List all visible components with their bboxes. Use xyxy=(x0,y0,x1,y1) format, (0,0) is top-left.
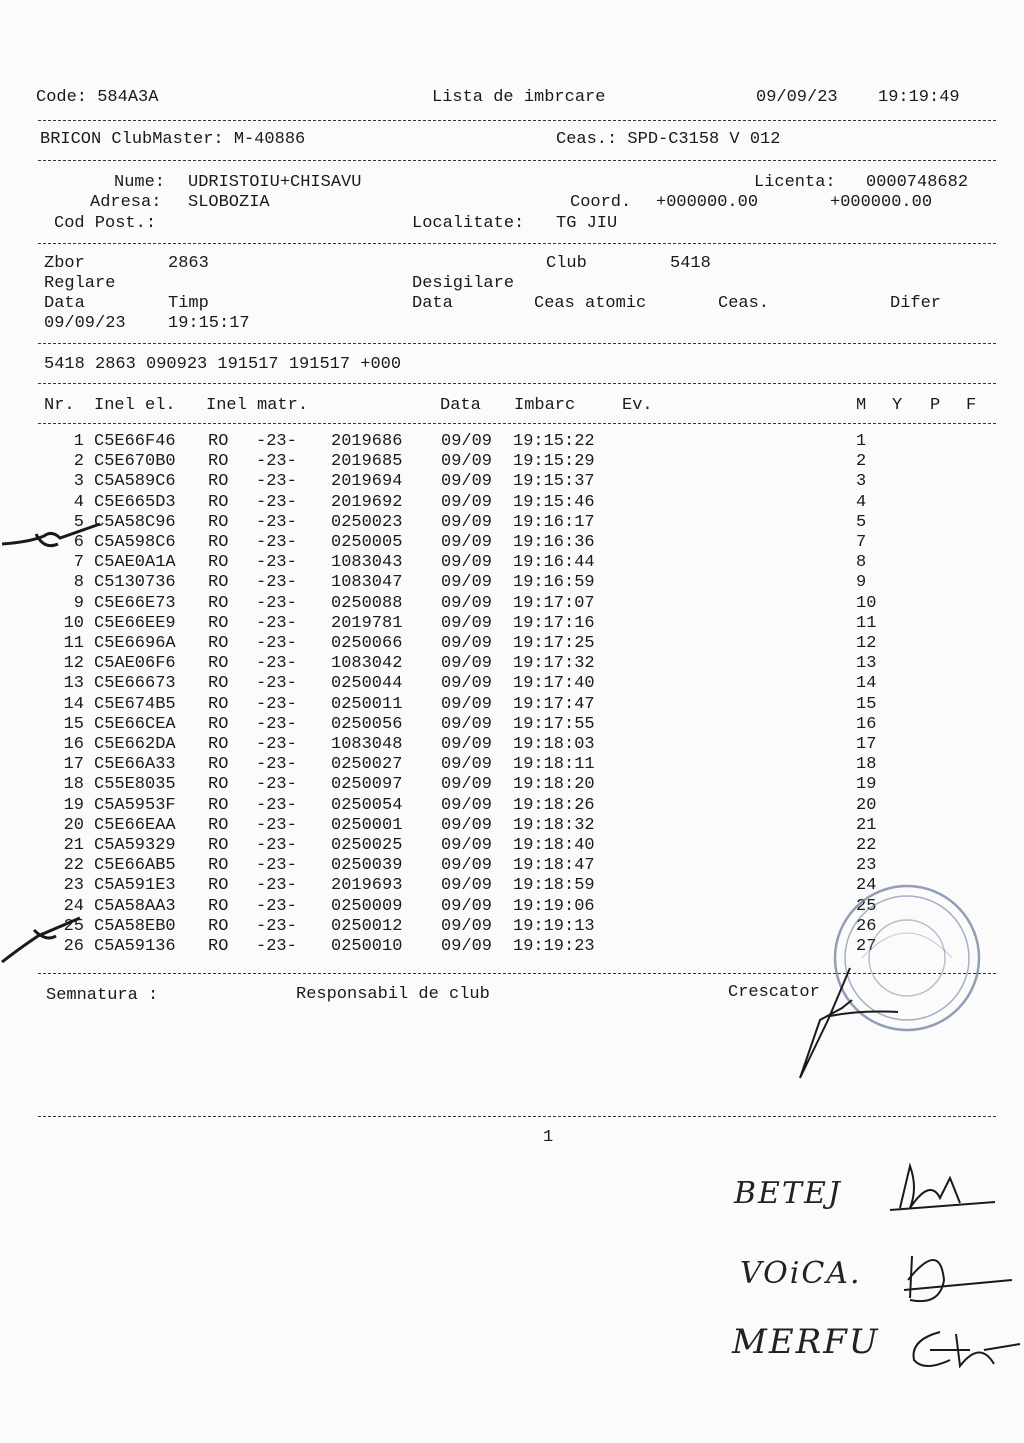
cell-nr: 11 xyxy=(63,634,84,653)
table-row xyxy=(0,452,1000,472)
cell-time: 19:18:47 xyxy=(513,856,595,876)
cell-date: 09/09 xyxy=(441,694,493,714)
postcode-label: Cod Post.: xyxy=(54,214,157,233)
cell-inel-el: C5E66F46 xyxy=(94,432,176,451)
cell-date: 09/09 xyxy=(441,674,493,694)
locality-label: Localitate: xyxy=(412,214,525,233)
reglare-label: Reglare xyxy=(44,274,116,293)
cell-nr: 20 xyxy=(63,815,84,835)
table-row xyxy=(0,634,1000,654)
cell-country: RO xyxy=(208,452,229,472)
cell-country: RO xyxy=(208,815,229,835)
cell-inel-el: C5E66673 xyxy=(94,674,176,694)
cell-country: RO xyxy=(208,755,229,775)
coord-label: Coord. xyxy=(570,193,632,212)
cell-inel-el: C5A58EB0 xyxy=(94,916,176,936)
cell-country: RO xyxy=(208,512,229,532)
cell-time: 19:15:29 xyxy=(513,452,595,472)
cell-year: -23- xyxy=(256,795,297,815)
license-label: Licenta: xyxy=(754,173,836,192)
handwritten-name-3: MERFU xyxy=(732,1322,880,1362)
cell-m: 9 xyxy=(856,573,867,593)
cell-time: 19:18:26 xyxy=(513,795,595,815)
cell-time: 19:17:47 xyxy=(513,694,595,714)
cell-m: 23 xyxy=(856,856,877,876)
cell-inel-matr: 0250044 xyxy=(331,674,403,694)
cell-date: 09/09 xyxy=(441,553,493,573)
cell-year: -23- xyxy=(256,674,297,694)
cell-m: 11 xyxy=(856,613,877,633)
cell-nr: 8 xyxy=(73,573,84,593)
table-row xyxy=(0,796,1000,816)
cell-date: 09/09 xyxy=(441,593,493,613)
cell-inel-matr: 0250054 xyxy=(331,795,403,815)
divider xyxy=(38,383,996,384)
cell-nr: 24 xyxy=(63,896,84,916)
cell-inel-el: C5A591E3 xyxy=(94,876,176,896)
cell-inel-el: C5AE0A1A xyxy=(94,553,176,573)
cell-date: 09/09 xyxy=(441,856,493,876)
cell-m: 1 xyxy=(856,432,867,451)
cell-inel-el: C5E665D3 xyxy=(94,492,176,512)
cell-time: 19:17:40 xyxy=(513,674,595,694)
clock-col-label: Ceas. xyxy=(718,294,770,313)
cell-country: RO xyxy=(208,432,229,451)
cell-inel-matr: 0250005 xyxy=(331,533,403,552)
cell-inel-matr: 0250001 xyxy=(331,815,403,835)
cell-inel-matr: 0250088 xyxy=(331,593,403,613)
cell-inel-matr: 2019694 xyxy=(331,472,403,492)
col-imbarc: Imbarc xyxy=(514,396,576,415)
cell-inel-el: C5A59136 xyxy=(94,937,176,956)
code-label: Code: 584A3A xyxy=(36,88,159,107)
cell-time: 19:18:40 xyxy=(513,836,595,855)
cell-year: -23- xyxy=(256,634,297,653)
cell-nr: 17 xyxy=(63,755,84,775)
table-row xyxy=(0,594,1000,614)
cell-nr: 18 xyxy=(63,775,84,795)
col-inel-matr: Inel matr. xyxy=(206,396,309,415)
table-row xyxy=(0,432,1000,452)
cell-nr: 5 xyxy=(73,512,84,532)
cell-year: -23- xyxy=(256,593,297,613)
cell-year: -23- xyxy=(256,613,297,633)
locality-value: TG JIU xyxy=(556,214,618,233)
cell-country: RO xyxy=(208,856,229,876)
cell-inel-el: C5A5953F xyxy=(94,795,176,815)
table-row xyxy=(0,695,1000,715)
handwritten-signature-3 xyxy=(900,1320,1024,1380)
table-row xyxy=(0,735,1000,755)
cell-year: -23- xyxy=(256,533,297,552)
cell-inel-matr: 2019686 xyxy=(331,432,403,451)
cell-year: -23- xyxy=(256,755,297,775)
cell-country: RO xyxy=(208,472,229,492)
cell-date: 09/09 xyxy=(441,472,493,492)
divider xyxy=(38,1116,996,1117)
table-row xyxy=(0,614,1000,634)
cell-inel-matr: 2019781 xyxy=(331,613,403,633)
cell-date: 09/09 xyxy=(441,795,493,815)
reglare-time: 19:15:17 xyxy=(168,314,250,333)
signature-label: Semnatura : xyxy=(46,986,159,1005)
cell-date: 09/09 xyxy=(441,613,493,633)
cell-inel-matr: 0250066 xyxy=(331,634,403,653)
coord-lon: +000000.00 xyxy=(830,193,933,212)
cell-inel-el: C5A59329 xyxy=(94,836,176,855)
cell-m: 4 xyxy=(856,492,867,512)
cell-inel-el: C5E66CEA xyxy=(94,714,176,734)
table-row xyxy=(0,493,1000,513)
table-row xyxy=(0,533,1000,553)
cell-inel-matr: 0250012 xyxy=(331,916,403,936)
cell-time: 19:19:06 xyxy=(513,896,595,916)
cell-inel-el: C5E662DA xyxy=(94,735,176,754)
cell-year: -23- xyxy=(256,876,297,896)
cell-date: 09/09 xyxy=(441,755,493,775)
cell-country: RO xyxy=(208,593,229,613)
cell-year: -23- xyxy=(256,432,297,451)
cell-date: 09/09 xyxy=(441,735,493,754)
cell-country: RO xyxy=(208,714,229,734)
cell-nr: 12 xyxy=(63,654,84,674)
col-inel-el: Inel el. xyxy=(94,396,176,415)
table-row xyxy=(0,573,1000,593)
cell-m: 10 xyxy=(856,593,877,613)
cell-nr: 3 xyxy=(73,472,84,492)
cell-nr: 14 xyxy=(63,694,84,714)
club-responsible-label: Responsabil de club xyxy=(296,985,490,1004)
cell-inel-matr: 0250010 xyxy=(331,937,403,956)
cell-year: -23- xyxy=(256,654,297,674)
cell-inel-matr: 0250097 xyxy=(331,775,403,795)
desig-date-label: Data xyxy=(412,294,453,313)
cell-time: 19:19:23 xyxy=(513,937,595,956)
cell-date: 09/09 xyxy=(441,533,493,552)
print-time: 19:19:49 xyxy=(878,88,960,107)
cell-time: 19:17:55 xyxy=(513,714,595,734)
cell-inel-matr: 1083042 xyxy=(331,654,403,674)
cell-nr: 22 xyxy=(63,856,84,876)
cell-date: 09/09 xyxy=(441,916,493,936)
club-label: Club xyxy=(546,254,587,273)
col-ev: Ev. xyxy=(622,396,653,415)
cell-time: 19:17:07 xyxy=(513,593,595,613)
atomic-clock-label: Ceas atomic xyxy=(534,294,647,313)
col-data: Data xyxy=(440,396,481,415)
cell-country: RO xyxy=(208,533,229,552)
cell-time: 19:16:44 xyxy=(513,553,595,573)
cell-country: RO xyxy=(208,634,229,653)
cell-country: RO xyxy=(208,775,229,795)
cell-m: 5 xyxy=(856,512,867,532)
cell-inel-el: C5E66EAA xyxy=(94,815,176,835)
address-label: Adresa: xyxy=(90,193,162,212)
name-label: Nume: xyxy=(114,173,166,192)
cell-m: 8 xyxy=(856,553,867,573)
cell-year: -23- xyxy=(256,512,297,532)
handwritten-signature-2 xyxy=(900,1250,1020,1310)
cell-nr: 4 xyxy=(73,492,84,512)
cell-country: RO xyxy=(208,795,229,815)
cell-time: 19:18:32 xyxy=(513,815,595,835)
owner-name: UDRISTOIU+CHISAVU xyxy=(188,173,362,192)
cell-inel-el: C5A589C6 xyxy=(94,472,176,492)
flight-number: 2863 xyxy=(168,254,209,273)
cell-date: 09/09 xyxy=(441,714,493,734)
cell-date: 09/09 xyxy=(441,654,493,674)
cell-year: -23- xyxy=(256,856,297,876)
cell-date: 09/09 xyxy=(441,896,493,916)
cell-year: -23- xyxy=(256,714,297,734)
cell-nr: 10 xyxy=(63,613,84,633)
cell-inel-el: C5E66EE9 xyxy=(94,613,176,633)
cell-nr: 6 xyxy=(73,533,84,552)
cell-country: RO xyxy=(208,573,229,593)
divider xyxy=(38,423,996,424)
cell-date: 09/09 xyxy=(441,775,493,795)
cell-time: 19:17:32 xyxy=(513,654,595,674)
cell-date: 09/09 xyxy=(441,634,493,653)
cell-date: 09/09 xyxy=(441,492,493,512)
table-row xyxy=(0,674,1000,694)
cell-nr: 16 xyxy=(63,735,84,754)
cell-nr: 7 xyxy=(73,553,84,573)
cell-m: 26 xyxy=(856,916,877,936)
cell-inel-el: C5E66AB5 xyxy=(94,856,176,876)
reglare-date: 09/09/23 xyxy=(44,314,126,333)
cell-m: 18 xyxy=(856,755,877,775)
clubmaster-label: BRICON ClubMaster: M-40886 xyxy=(40,130,306,149)
cell-country: RO xyxy=(208,916,229,936)
cell-year: -23- xyxy=(256,937,297,956)
cell-date: 09/09 xyxy=(441,432,493,451)
cell-nr: 21 xyxy=(63,836,84,855)
flight-summary: 5418 2863 090923 191517 191517 +000 xyxy=(44,355,402,374)
cell-m: 22 xyxy=(856,836,877,855)
cell-nr: 1 xyxy=(73,432,84,451)
cell-m: 7 xyxy=(856,533,867,552)
table-row xyxy=(0,513,1000,533)
cell-year: -23- xyxy=(256,896,297,916)
cell-m: 17 xyxy=(856,735,877,754)
cell-time: 19:16:59 xyxy=(513,573,595,593)
cell-country: RO xyxy=(208,613,229,633)
cell-inel-el: C5AE06F6 xyxy=(94,654,176,674)
cell-inel-matr: 2019692 xyxy=(331,492,403,512)
cell-country: RO xyxy=(208,735,229,754)
cell-m: 15 xyxy=(856,694,877,714)
print-date: 09/09/23 xyxy=(756,88,838,107)
cell-nr: 26 xyxy=(63,937,84,956)
cell-m: 14 xyxy=(856,674,877,694)
cell-year: -23- xyxy=(256,815,297,835)
cell-inel-matr: 2019685 xyxy=(331,452,403,472)
cell-inel-el: C5A58C96 xyxy=(94,512,176,532)
table-row xyxy=(0,715,1000,735)
check-mark-icon xyxy=(0,908,110,968)
cell-inel-matr: 0250025 xyxy=(331,836,403,855)
cell-time: 19:17:25 xyxy=(513,634,595,653)
handwritten-name-2: VOiCA. xyxy=(740,1256,862,1291)
cell-time: 19:18:59 xyxy=(513,876,595,896)
address-value: SLOBOZIA xyxy=(188,193,270,212)
cell-inel-el: C5E674B5 xyxy=(94,694,176,714)
cell-country: RO xyxy=(208,694,229,714)
clock-label: Ceas.: SPD-C3158 V 012 xyxy=(556,130,781,149)
club-number: 5418 xyxy=(670,254,711,273)
cell-time: 19:17:16 xyxy=(513,613,595,633)
cell-year: -23- xyxy=(256,553,297,573)
table-row xyxy=(0,755,1000,775)
cell-inel-matr: 0250009 xyxy=(331,896,403,916)
cell-m: 19 xyxy=(856,775,877,795)
cell-nr: 23 xyxy=(63,876,84,896)
license-value: 0000748682 xyxy=(866,173,969,192)
cell-time: 19:15:46 xyxy=(513,492,595,512)
cell-date: 09/09 xyxy=(441,876,493,896)
cell-country: RO xyxy=(208,896,229,916)
table-row xyxy=(0,472,1000,492)
reglare-time-label: Timp xyxy=(168,294,209,313)
cell-nr: 19 xyxy=(63,795,84,815)
cell-nr: 13 xyxy=(63,674,84,694)
cell-nr: 25 xyxy=(63,916,84,936)
cell-m: 2 xyxy=(856,452,867,472)
cell-inel-matr: 0250027 xyxy=(331,755,403,775)
cell-m: 20 xyxy=(856,795,877,815)
cell-m: 24 xyxy=(856,876,877,896)
cell-time: 19:16:17 xyxy=(513,512,595,532)
cell-inel-el: C55E8035 xyxy=(94,775,176,795)
page-number: 1 xyxy=(543,1128,554,1147)
cell-country: RO xyxy=(208,836,229,855)
cell-country: RO xyxy=(208,492,229,512)
cell-inel-el: C5E6696A xyxy=(94,634,176,653)
coord-lat: +000000.00 xyxy=(656,193,759,212)
col-nr: Nr. xyxy=(44,396,75,415)
cell-inel-matr: 0250023 xyxy=(331,512,403,532)
table-row xyxy=(0,654,1000,674)
flight-label: Zbor xyxy=(44,254,85,273)
table-row xyxy=(0,553,1000,573)
cell-year: -23- xyxy=(256,452,297,472)
col-y: Y xyxy=(892,396,903,415)
breeder-signature xyxy=(790,960,910,1080)
cell-m: 13 xyxy=(856,654,877,674)
cell-year: -23- xyxy=(256,694,297,714)
cell-inel-el: C5E670B0 xyxy=(94,452,176,472)
cell-year: -23- xyxy=(256,735,297,754)
cell-date: 09/09 xyxy=(441,836,493,855)
cell-nr: 2 xyxy=(73,452,84,472)
cell-country: RO xyxy=(208,674,229,694)
cell-m: 25 xyxy=(856,896,877,916)
table-row xyxy=(0,775,1000,795)
cell-inel-matr: 0250056 xyxy=(331,714,403,734)
cell-inel-matr: 1083048 xyxy=(331,735,403,754)
cell-date: 09/09 xyxy=(441,937,493,956)
cell-year: -23- xyxy=(256,836,297,855)
cell-year: -23- xyxy=(256,573,297,593)
cell-time: 19:19:13 xyxy=(513,916,595,936)
cell-m: 21 xyxy=(856,815,877,835)
cell-inel-matr: 2019693 xyxy=(331,876,403,896)
table-row xyxy=(0,816,1000,836)
cell-country: RO xyxy=(208,937,229,956)
cell-inel-el: C5130736 xyxy=(94,573,176,593)
handwritten-name-1: BETEJ xyxy=(734,1176,842,1211)
cell-inel-el: C5E66E73 xyxy=(94,593,176,613)
cell-country: RO xyxy=(208,654,229,674)
cell-m: 27 xyxy=(856,937,877,956)
reglare-date-label: Data xyxy=(44,294,85,313)
handwritten-signature-1 xyxy=(880,1158,1000,1228)
cell-inel-el: C5E66A33 xyxy=(94,755,176,775)
cell-date: 09/09 xyxy=(441,512,493,532)
table-row xyxy=(0,836,1000,856)
divider xyxy=(38,120,996,121)
cell-country: RO xyxy=(208,553,229,573)
cell-year: -23- xyxy=(256,472,297,492)
cell-time: 19:15:22 xyxy=(513,432,595,451)
cell-nr: 9 xyxy=(73,593,84,613)
cell-time: 19:18:03 xyxy=(513,735,595,754)
desigilare-label: Desigilare xyxy=(412,274,515,293)
cell-year: -23- xyxy=(256,916,297,936)
cell-m: 3 xyxy=(856,472,867,492)
cell-time: 19:18:20 xyxy=(513,775,595,795)
cell-inel-el: C5A58AA3 xyxy=(94,896,176,916)
cell-time: 19:16:36 xyxy=(513,533,595,552)
cell-date: 09/09 xyxy=(441,573,493,593)
col-f: F xyxy=(966,396,977,415)
col-p: P xyxy=(930,396,941,415)
table-row xyxy=(0,856,1000,876)
cell-year: -23- xyxy=(256,492,297,512)
cell-nr: 15 xyxy=(63,714,84,734)
cell-inel-matr: 1083047 xyxy=(331,573,403,593)
cell-year: -23- xyxy=(256,775,297,795)
cell-m: 12 xyxy=(856,634,877,653)
divider xyxy=(38,160,996,161)
cell-inel-matr: 0250011 xyxy=(331,694,403,714)
col-m: M xyxy=(856,396,867,415)
cell-country: RO xyxy=(208,876,229,896)
cell-inel-matr: 0250039 xyxy=(331,856,403,876)
divider xyxy=(38,343,996,344)
cell-date: 09/09 xyxy=(441,452,493,472)
page-title: Lista de imbrcare xyxy=(432,88,606,107)
cell-m: 16 xyxy=(856,714,877,734)
cell-date: 09/09 xyxy=(441,815,493,835)
check-mark-icon xyxy=(0,520,110,560)
breeder-label: Crescator xyxy=(728,983,820,1002)
difference-label: Difer xyxy=(890,294,942,313)
cell-inel-el: C5A598C6 xyxy=(94,533,176,552)
cell-inel-matr: 1083043 xyxy=(331,553,403,573)
cell-time: 19:18:11 xyxy=(513,755,595,775)
cell-time: 19:15:37 xyxy=(513,472,595,492)
divider xyxy=(38,243,996,244)
